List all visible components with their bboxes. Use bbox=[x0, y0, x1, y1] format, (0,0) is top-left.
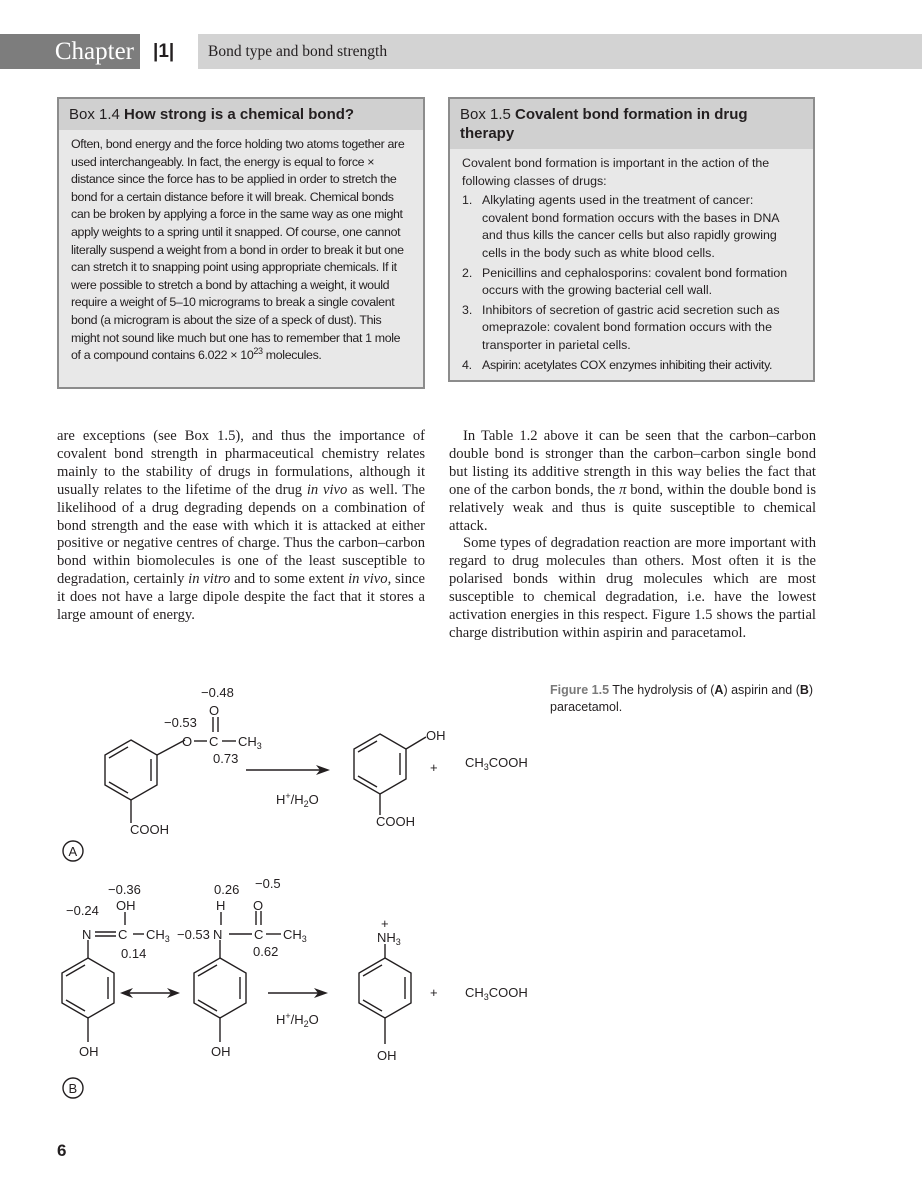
atom-label: $NH_3$ bbox=[377, 930, 401, 947]
running-title: Bond type and bond strength bbox=[208, 43, 388, 60]
reagent-label: $H^+/H_2O$ bbox=[276, 791, 319, 809]
atom-label: H bbox=[216, 898, 226, 913]
charge-label: 0.14 bbox=[121, 946, 147, 961]
atom-label: C bbox=[209, 734, 219, 749]
aspirin-ring bbox=[105, 740, 157, 800]
box-1-5-intro: Covalent bond formation is important in the action of the following classes of drugs: bbox=[462, 156, 770, 188]
charge-label: −0.5 bbox=[255, 876, 281, 891]
italic-term: in vitro bbox=[188, 571, 231, 588]
atom-label: OH bbox=[211, 1044, 231, 1059]
pi-symbol: π bbox=[619, 481, 627, 498]
box-1-5-list bbox=[462, 192, 801, 374]
body-paragraph bbox=[449, 428, 816, 535]
box-1-4-text-end: molecules. bbox=[262, 348, 322, 363]
charge-label: −0.24 bbox=[66, 903, 99, 918]
list-item bbox=[462, 357, 801, 375]
charge-label: −0.48 bbox=[201, 685, 234, 700]
list-item-text: Inhibitors of secretion of gastric acid secretion such as omeprazole: covalent bond formation occurs with the transporter in parietal cells. bbox=[482, 302, 780, 352]
plus-sign: + bbox=[430, 760, 438, 775]
atom-label: OH bbox=[79, 1044, 99, 1059]
atom-label: COOH bbox=[130, 822, 169, 837]
caption-text: The hydrolysis of ( bbox=[609, 683, 715, 697]
box-1-4-superscript: 23 bbox=[253, 346, 263, 356]
atom-label: $CH_3COOH$ bbox=[465, 985, 528, 1002]
page-number: 6 bbox=[57, 1141, 67, 1160]
text-run: as well. The likelihood of a drug degrading depends on a combination of bond strength and the ease with which it is attacked at either positive or negative centres of charge. Thus the carbon–carbon bond within biomolecules is one of the least susceptible to degradation, certainly bbox=[57, 481, 425, 588]
text-run: are exceptions (see Box 1.5), and thus the importance of covalent bond strength in pharmaceutical chemistry relates mainly to the stability of drugs in formulations, although it usually relates to the lifetime of the drug bbox=[57, 428, 425, 498]
running-header bbox=[0, 34, 922, 69]
box-1-4-label: Box 1.4 bbox=[69, 106, 120, 123]
text-run: , since it does not have a large dipole despite the fact that it stores a large amount of energy. bbox=[57, 571, 425, 624]
body-paragraph bbox=[57, 428, 425, 625]
atom-label: $CH_3$ bbox=[146, 927, 170, 944]
atom-label: $CH_3$ bbox=[238, 734, 262, 751]
charge-label: −0.36 bbox=[108, 882, 141, 897]
box-1-4-text bbox=[59, 130, 423, 365]
aminophenol-ring bbox=[359, 958, 411, 1018]
plus-sign: + bbox=[430, 985, 438, 1000]
charge-sign: + bbox=[381, 916, 389, 931]
atom-label: OH bbox=[116, 898, 136, 913]
charge-label: −0.53 bbox=[177, 927, 210, 942]
paracetamol-ring bbox=[194, 958, 246, 1018]
atom-label: $CH_3$ bbox=[283, 927, 307, 944]
charge-label: 0.73 bbox=[213, 751, 239, 766]
atom-label: OH bbox=[377, 1048, 397, 1063]
atom-label: COOH bbox=[376, 814, 415, 829]
body-paragraph: Some types of degradation reaction are more important with regard to drug molecules than others. Most often it is the polarised bonds within drug molecules which are most susceptible to chemical degradation, i.e. have the lowest activation energies in this respect. Figure 1.5 shows the partial charge distribution within aspirin and paracetamol. bbox=[449, 535, 816, 641]
charge-label: 0.62 bbox=[253, 944, 279, 959]
box-1-4-heading bbox=[59, 99, 423, 130]
text-run: and to some extent bbox=[230, 571, 349, 588]
text-run: In Table 1.2 above it can be seen that the carbon–carbon double bond is stronger than the carbon–carbon single bond but listing its additive strength in this way belies the fact that one of the carbon bonds, the bbox=[449, 428, 816, 498]
list-item-number: 1. bbox=[462, 193, 473, 208]
atom-label: $CH_3COOH$ bbox=[465, 755, 528, 772]
atom-label: C bbox=[118, 927, 128, 942]
list-item-text: Alkylating agents used in the treatment of cancer: covalent bond formation occurs with the bases in DNA and thus kills the cancer cells but also rapidly growing cells in the body such as white blood cells. bbox=[482, 193, 779, 260]
list-item-text: Aspirin: acetylates COX enzymes inhibiting their activity. bbox=[482, 357, 773, 372]
box-1-4 bbox=[57, 97, 425, 389]
italic-term: in vivo bbox=[348, 571, 388, 588]
caption-text: ) aspirin and ( bbox=[723, 683, 800, 697]
salicylic-acid-ring bbox=[354, 734, 406, 794]
charge-label: −0.53 bbox=[164, 715, 197, 730]
box-1-5-text bbox=[450, 149, 813, 374]
atom-label: O bbox=[253, 898, 264, 913]
list-item-number: 4. bbox=[462, 357, 472, 372]
box-1-5 bbox=[448, 97, 815, 382]
list-item-number: 3. bbox=[462, 302, 473, 317]
body-column-right bbox=[449, 428, 816, 643]
figure-1-5-reaction-scheme bbox=[40, 670, 600, 1130]
text-run: bond, within the double bond is relatively weak and thus is quite susceptible to chemical attack. bbox=[449, 481, 816, 534]
figure-label: Figure 1.5 bbox=[550, 683, 610, 697]
bond-ring-o bbox=[157, 740, 185, 755]
charge-label: 0.26 bbox=[214, 882, 240, 897]
list-item bbox=[462, 302, 801, 355]
atom-label: O bbox=[209, 703, 220, 718]
atom-label: N bbox=[82, 927, 92, 942]
list-item-number: 2. bbox=[462, 265, 473, 280]
box-1-4-text-main: Often, bond energy and the force holding two atoms together are used interchangeably. In fact, the energy is equal to force × distance since the force has to be applied in order to stretch the bond for a certain distance before it will break. Chemical bonds can be broken by applying a force in the same way as one might apply weights to a spring until it snapped. Of course, one cannot literally suspend a weight from a bond in order to break it but one can stretch it to snapping point using appropriate chemicals. If it were possible to stretch a bond by attaching a weight, it would require a weight of 5–10 micrograms to break a single covalent bond (a microgram is about the size of a speck of dust). This might not sound like much but one has to remember that 1 mole of a compound contains 6.022 × 10 bbox=[71, 137, 405, 363]
italic-term: in vivo bbox=[306, 481, 348, 498]
chapter-number: |1| bbox=[153, 41, 175, 62]
atom-label: OH bbox=[426, 728, 446, 743]
caption-panel-b: B bbox=[799, 683, 809, 697]
list-item-text: Penicillins and cephalosporins: covalent bond formation occurs with the growing bacterial cell wall. bbox=[482, 265, 788, 298]
box-1-5-heading bbox=[450, 99, 813, 149]
box-1-4-title: How strong is a chemical bond? bbox=[124, 106, 355, 123]
caption-panel-a: A bbox=[714, 683, 724, 697]
box-1-5-label: Box 1.5 bbox=[460, 106, 511, 123]
list-item bbox=[462, 192, 801, 262]
caption-text: ) paracetamol. bbox=[550, 683, 814, 714]
running-title-bar bbox=[198, 34, 922, 69]
atom-label: C bbox=[254, 927, 264, 942]
chapter-label: Chapter bbox=[0, 34, 140, 69]
box-1-5-title: Covalent bond formation in drug therapy bbox=[460, 106, 748, 142]
atom-label: N bbox=[213, 927, 223, 942]
paracetamol-tautomer-ring bbox=[62, 958, 114, 1018]
panel-a-marker: A bbox=[68, 844, 78, 859]
list-item bbox=[462, 265, 801, 300]
bond-ring-oh bbox=[406, 737, 426, 749]
reagent-label: $H^+/H_2O$ bbox=[276, 1011, 319, 1029]
panel-b-marker: B bbox=[68, 1081, 78, 1096]
atom-label: O bbox=[182, 734, 193, 749]
body-column-left bbox=[57, 428, 425, 625]
